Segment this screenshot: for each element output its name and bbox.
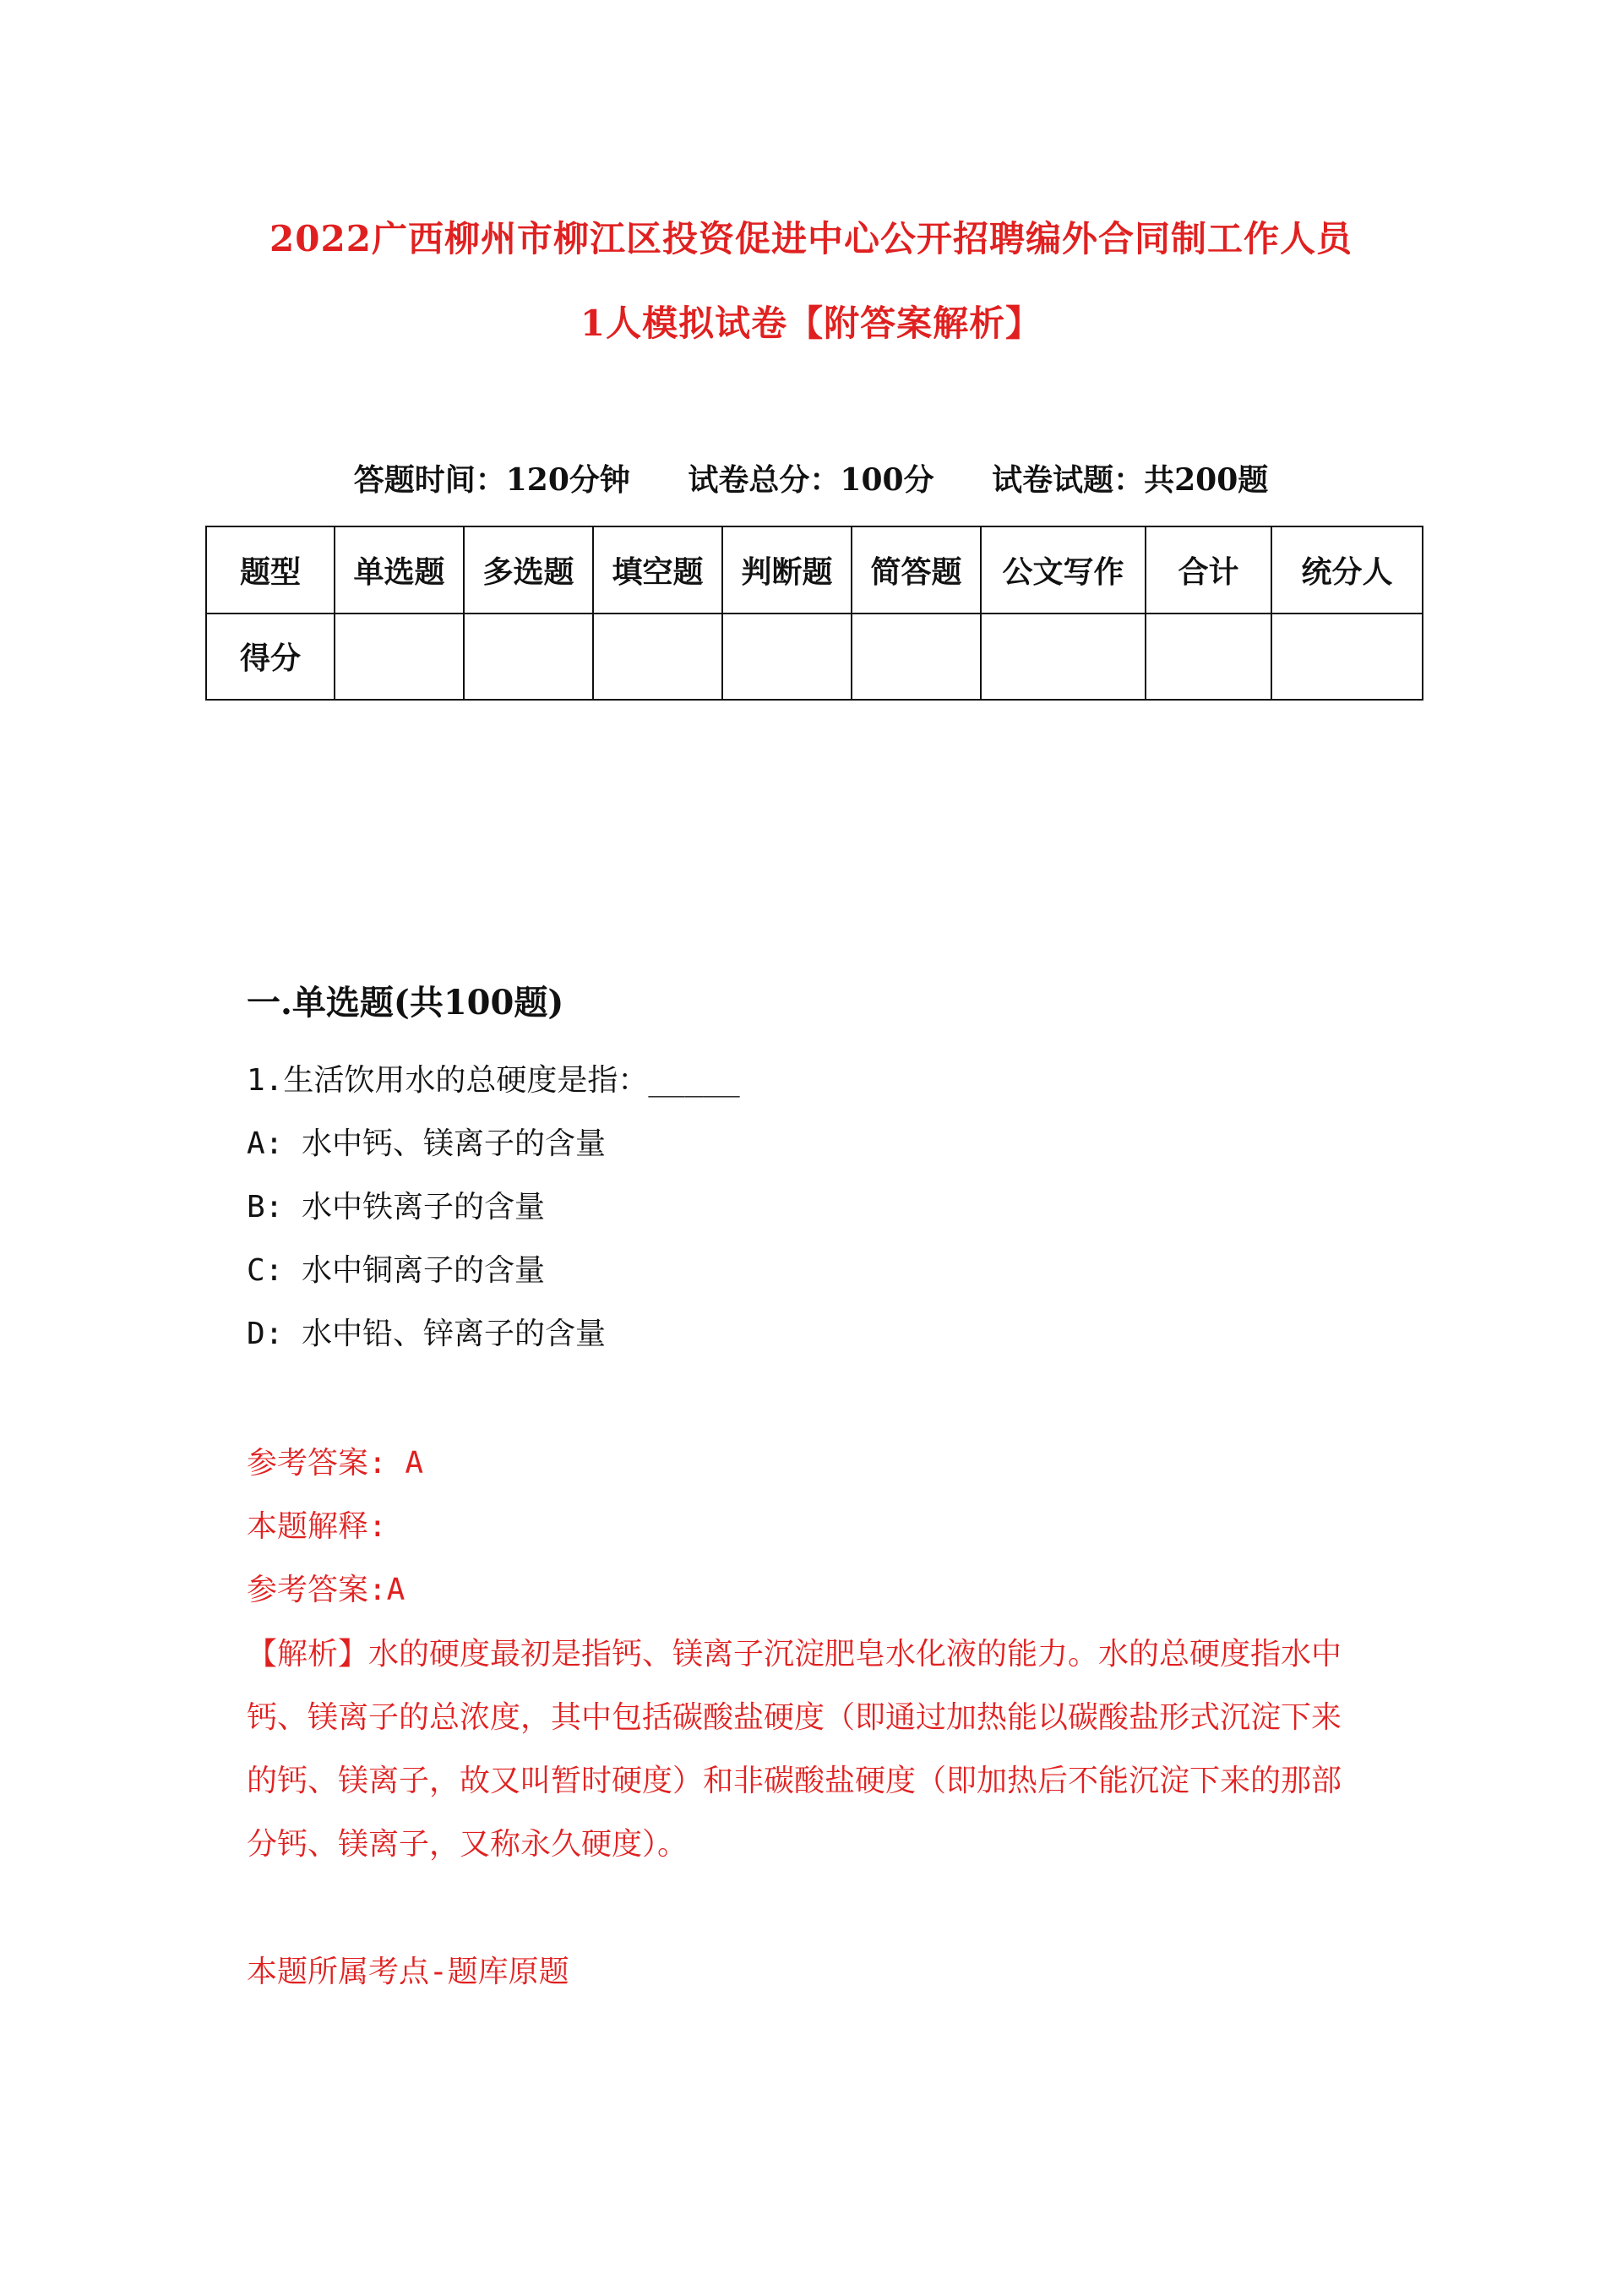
score-cell [722,614,852,701]
document-title-line-2: 1人模拟试卷【附答案解析】 [580,303,1042,344]
document-title-line-1: 2022广西柳州市柳江区投资促进中心公开招聘编外合同制工作人员 [269,218,1353,259]
score-row-label: 得分 [206,614,335,701]
header-cell: 填空题 [593,526,722,614]
score-cell [981,614,1146,701]
header-cell: 题型 [206,526,335,614]
option-c: C: 水中铜离子的含量 [247,1253,546,1288]
header-cell: 多选题 [464,526,593,614]
score-cell [593,614,722,701]
question-source: 本题所属考点-题库原题 [247,1955,569,1989]
question-stem: 1.生活饮用水的总硬度是指：_____ [247,1063,740,1098]
score-cell [1271,614,1423,701]
score-cell [464,614,593,701]
header-cell: 统分人 [1271,526,1423,614]
header-cell: 简答题 [852,526,981,614]
score-cell [335,614,464,701]
header-cell: 公文写作 [981,526,1146,614]
header-cell: 合计 [1146,526,1271,614]
section-title: 一.单选题(共100题) [247,983,564,1023]
exam-total-score: 试卷总分：100分 [688,462,934,498]
exam-question-count: 试卷试题：共200题 [992,462,1269,498]
explanation-label: 本题解释: [247,1509,387,1544]
exam-time: 答题时间：120分钟 [353,462,630,498]
option-d: D: 水中铅、锌离子的含量 [247,1317,607,1351]
header-cell: 判断题 [722,526,852,614]
score-table-score-row [206,614,1423,701]
score-table [205,526,1423,701]
option-b: B: 水中铁离子的含量 [247,1190,546,1224]
option-a: A: 水中钙、镁离子的含量 [247,1126,607,1161]
reference-answer: 参考答案: A [247,1446,424,1481]
header-cell: 单选题 [335,526,464,614]
score-table-header-row [206,526,1423,614]
exam-meta [0,456,1622,499]
score-cell [1146,614,1271,701]
score-cell [852,614,981,701]
analysis-paragraph: 【解析】水的硬度最初是指钙、镁离子沉淀肥皂水化液的能力。水的总硬度指水中钙、镁离子的总浓度，其中包括碳酸盐硬度（即通过加热能以碳酸盐形式沉淀下来的钙、镁离子，故又叫暂时硬度）和非碳酸盐硬度（即加热后不能沉淀下来的那部分钙、镁离子，又称永久硬度）。 [247,1637,1342,1862]
reference-answer-repeat: 参考答案:A [247,1573,406,1607]
